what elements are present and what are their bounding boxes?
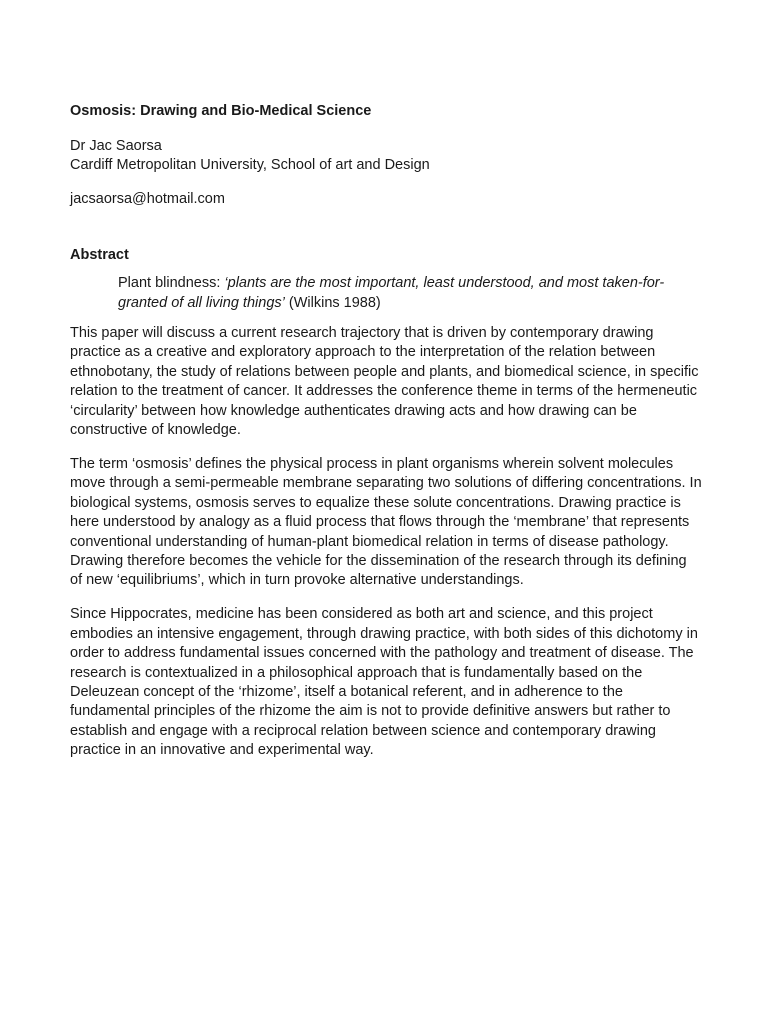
epigraph-quote [118, 274, 696, 313]
paper-title: Osmosis: Drawing and Bio-Medical Science [70, 103, 372, 119]
author-email: jacsaorsa@hotmail.com [70, 191, 225, 207]
quote-citation: (Wilkins 1988) [284, 294, 381, 311]
document-page [70, 102, 700, 775]
abstract-paragraph-3: Since Hippocrates, medicine has been considered as both art and science, and this project embodies an intensive engagement, through drawing practice, with both sides of this dichotomy in order to address fundamental issues concerned with the pathology and treatment of disease. The research is contextualized in a philosophical approach that is fundamentally based on the Deleuzean concept of the ‘rhizome’, itself a botanical referent, and in adherence to the fundamental principles of the rhizome the aim is not to provide definitive answers but rather to establish and engage with a reciprocal relation between science and contemporary drawing practice in an innovative and experimental way. [70, 606, 698, 759]
quote-text: ‘plants are the most important, least understood, and most taken-for-granted of all living things’ [118, 275, 665, 311]
abstract-paragraph-2: The term ‘osmosis’ defines the physical process in plant organisms wherein solvent molecules move through a semi-permeable membrane separating two solutions of differing concentrations. In biological systems, osmosis serves to equalize these solute concentrations. Drawing practice is here understood by analogy as a fluid process that flows through the ‘membrane’ that represents conventional understanding of human-plant biomedical relation in terms of disease pathology. Drawing therefore becomes the vehicle for the dissemination of the research through its defining of new ‘equilibriums’, which in turn provoke alternative understandings. [70, 455, 702, 589]
author-affiliation: Cardiff Metropolitan University, School of art and Design [70, 157, 430, 173]
author-block [70, 137, 700, 175]
author-name: Dr Jac Saorsa [70, 138, 162, 154]
abstract-paragraph-1: This paper will discuss a current research trajectory that is driven by contemporary drawing practice as a creative and exploratory approach to the interpretation of the relation between ethnobotany, the study of relations between people and plants, and biomedical science, in specific relation to the treatment of cancer. It addresses the conference theme in terms of the hermeneutic ‘circularity’ between how knowledge authenticates drawing acts and how drawing can be constructive of knowledge. [70, 325, 699, 439]
quote-lead: Plant blindness: [118, 275, 225, 291]
abstract-heading: Abstract [70, 247, 129, 263]
